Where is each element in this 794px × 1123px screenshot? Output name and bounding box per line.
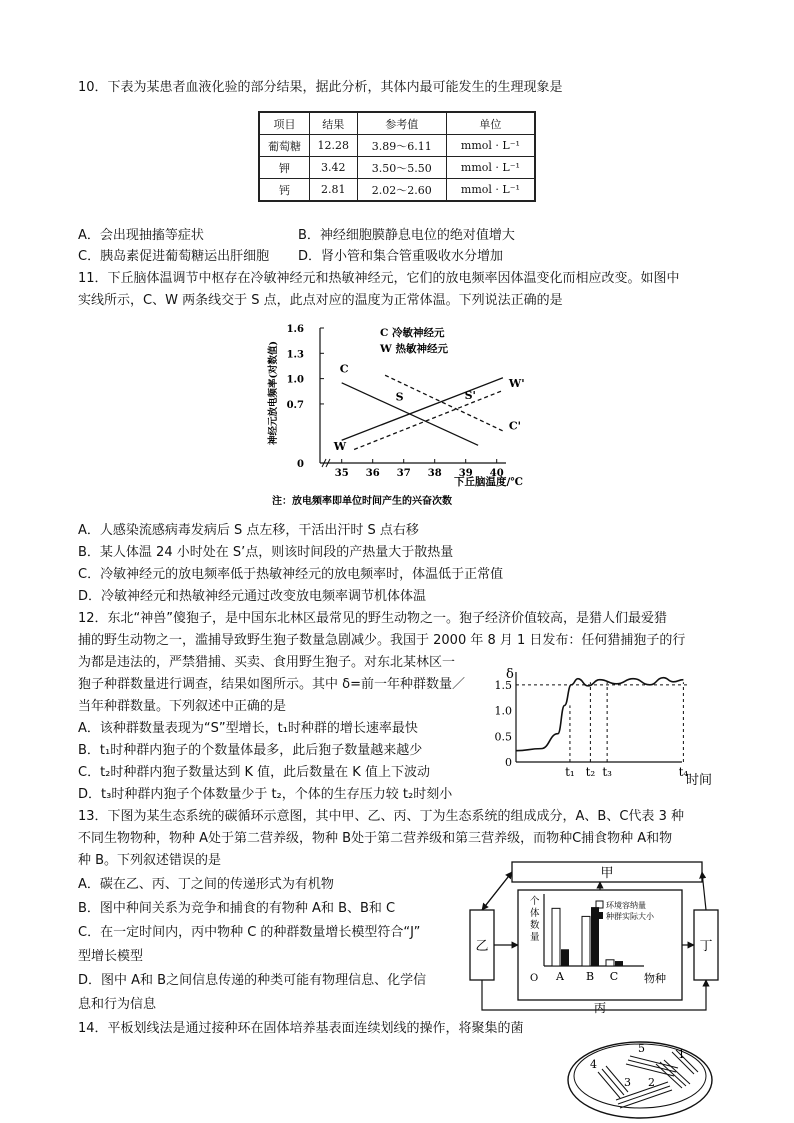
legend-size: 种群实际大小 (606, 912, 654, 921)
bar-origin-label: O (530, 973, 539, 984)
q12-option-d: D．t₃时种群内狍子个体数量少于 t₂，个体的生存压力较 t₂时刻小 (78, 787, 453, 802)
table-header: 项目 (259, 112, 310, 135)
q10-option-a: A．会出现抽搐等症状 (78, 228, 204, 243)
legend-warm-neuron: W 热敏神经元 (380, 343, 448, 355)
dish-label-4: 4 (590, 1058, 597, 1071)
bar-category-label: B (585, 970, 595, 983)
q11-y-tick-label: 1.6 (286, 324, 304, 335)
arrow-jia-to-yi (482, 872, 512, 910)
table-cell: mmol · L⁻¹ (446, 179, 535, 202)
q11-option-b: B．某人体温 24 小时处在 S’点，则该时间段的产热量大于散热量 (78, 545, 454, 560)
q11-y-tick-label: 0 (297, 459, 304, 470)
q12-y-axis-label: δ (506, 667, 514, 682)
q11-series-w (342, 378, 503, 440)
table-row (259, 179, 535, 202)
q12-y-tick-label: 1.0 (494, 704, 512, 718)
bar-y-axis-label-1: 个 (530, 896, 540, 907)
table-cell: 钾 (259, 157, 310, 179)
bar-size-b (591, 907, 599, 966)
table-header-row (259, 112, 535, 135)
q11-chart-note: 注：放电频率即单位时间产生的兴奋次数 (272, 496, 452, 507)
q11-label-s: S (395, 390, 404, 404)
bar-size-c (615, 961, 623, 966)
bar-capacity-b (582, 916, 590, 966)
q11-label-c: C (339, 362, 349, 376)
q11-y-tick-label: 1.3 (286, 349, 304, 361)
q11-label-c-prime: C' (508, 419, 522, 433)
q10-option-d: D．肾小管和集合管重吸收水分增加 (298, 249, 504, 264)
bar-capacity-a (552, 908, 560, 966)
q11-x-tick-label: 36 (365, 468, 380, 479)
q13-option-d-line-1: D．图中 A和 B之间信息传递的种类可能有物理信息、化学信 (78, 973, 427, 988)
q11-x-tick-label: 38 (427, 468, 442, 479)
q12-y-tick-label: 0 (505, 756, 512, 769)
q11-x-tick-label: 35 (334, 468, 349, 479)
table-cell: 3.42 (310, 157, 358, 179)
q11-option-d: D．冷敏神经元和热敏神经元通过改变放电频率调节机体体温 (78, 589, 427, 604)
q12-delta-curve (516, 678, 683, 751)
q11-label-s-prime: S' (464, 388, 476, 402)
legend-capacity: 环境容纳量 (606, 901, 646, 910)
table-row (259, 135, 535, 157)
q11-y-tick-label: 0.7 (286, 399, 304, 411)
q13-option-c-line-1: C．在一定时间内，丙中物种 C 的种群数量增长模型符合“J” (78, 925, 421, 940)
q13-option-a: A．碳在乙、丙、丁之间的传递形式为有机物 (78, 877, 334, 892)
table-header: 结果 (310, 112, 358, 135)
label-yi: 乙 (475, 939, 489, 954)
q12-x-tick-label: t₁ (565, 765, 575, 779)
q11-stem-line-2: 实线所示，C、W 两条线交于 S 点，此点对应的温度为正常体温。下列说法正确的是 (78, 293, 563, 308)
q13-option-c-line-2: 型增长模型 (78, 949, 144, 964)
q12-line-5: 当年种群数量。下列叙述中正确的是 (78, 699, 287, 714)
q12-option-c: C．t₂时种群内狍子数量达到 K 值，此后数量在 K 值上下波动 (78, 765, 430, 780)
neuron-firing-chart (262, 318, 552, 514)
q11-option-a: A．人感染流感病毒发病后 S 点左移，干活出汗时 S 点右移 (78, 523, 419, 538)
q13-option-d-line-2: 息和行为信息 (78, 997, 157, 1012)
q12-x-axis-label: 时间 (686, 773, 713, 788)
table-row (259, 157, 535, 179)
table-cell: 2.81 (310, 179, 358, 202)
q11-x-tick-label: 37 (396, 468, 411, 479)
bar-y-axis-label-3: 数 (530, 920, 540, 931)
blood-test-table (258, 111, 536, 202)
q12-option-a: A．该种群数量表现为“S”型增长，t₁时种群的增长速率最快 (78, 721, 418, 736)
q13-line-2: 不同生物物种，物种 A处于第二营养级，物种 B处于第二营养级和第三营养级，而物种C捕食物种 A和物 (78, 831, 673, 846)
q11-x-tick-label: 40 (489, 468, 504, 479)
table-cell: 12.28 (310, 135, 358, 157)
q12-line-3: 为都是违法的，严禁猎捕、买卖、食用野生狍子。对东北某林区一 (78, 655, 456, 670)
dish-label-2: 2 (648, 1076, 655, 1089)
q11-option-c: C．冷敏神经元的放电频率低于热敏神经元的放电频率时，体温低于正常值 (78, 567, 504, 582)
q12-line-2: 捕的野生动物之一，滥捕导致野生狍子数量急剧减少。我国于 2000 年 8 月 1 日发布：任何猎捕狍子的行 (78, 633, 686, 648)
legend-swatch-capacity (596, 901, 603, 908)
q10-option-b: B．神经细胞膜静息电位的绝对值增大 (298, 228, 515, 243)
table-cell: 3.89～6.11 (357, 135, 446, 157)
delta-chart (490, 662, 720, 792)
table-header: 单位 (446, 112, 535, 135)
table-cell: 2.02～2.60 (357, 179, 446, 202)
q11-y-tick-label: 1.0 (286, 374, 304, 386)
q14-stem: 14．平板划线法是通过接种环在固体培养基表面连续划线的操作，将聚集的菌 (78, 1021, 524, 1036)
dish-label-5: 5 (638, 1042, 645, 1055)
carbon-cycle-diagram (466, 858, 742, 1018)
q12-axes (495, 672, 689, 779)
dish-label-3: 3 (624, 1076, 631, 1089)
q12-x-tick-label: t₄ (678, 765, 689, 779)
label-ding: 丁 (699, 939, 713, 954)
petri-dish-figure (560, 1024, 720, 1123)
q12-y-tick-label: 1.5 (494, 678, 512, 692)
bar-category-label: A (556, 970, 564, 983)
label-jia: 甲 (600, 866, 614, 881)
q11-label-w: W (333, 440, 347, 454)
q12-line-1: 12．东北“神兽”傻狍子，是中国东北林区最常见的野生动物之一。狍子经济价值较高，是猎人们最爱猎 (78, 611, 668, 626)
q11-y-axis-label: 神经元放电频率(对数值) (268, 341, 279, 445)
table-cell: 葡萄糖 (259, 135, 310, 157)
bar-y-axis-label-2: 体 (530, 908, 540, 919)
q11-x-axis-label: 下丘脑温度/℃ (454, 476, 523, 488)
q12-x-tick-label: t₃ (602, 765, 612, 779)
q13-line-1: 13．下图为某生态系统的碳循环示意图，其中甲、乙、丙、丁为生态系统的组成成分，A、B、C代表 3 种 (78, 809, 684, 824)
bar-capacity-c (606, 960, 614, 966)
bar-x-axis-label: 物种 (644, 972, 666, 985)
q12-option-b: B．t₁时种群内狍子的个数量体最多，此后狍子数量越来越少 (78, 743, 423, 758)
dish-label-1: 1 (678, 1048, 685, 1061)
table-header: 参考值 (357, 112, 446, 135)
arrow-ding-to-jia (702, 872, 706, 910)
q13-line-3: 种 B。下列叙述错误的是 (78, 853, 222, 868)
table-cell: 钙 (259, 179, 310, 202)
table-cell: mmol · L⁻¹ (446, 157, 535, 179)
legend-cold-neuron: C 冷敏神经元 (380, 327, 445, 339)
q11-label-w-prime: W' (508, 377, 525, 391)
bar-size-a (561, 949, 569, 966)
q13-option-b: B．图中种间关系为竞争和捕食的有物种 A和 B、B和 C (78, 901, 396, 916)
q11-lines (333, 363, 525, 454)
q10-option-c: C．胰岛素促进葡萄糖运出肝细胞 (78, 249, 270, 264)
table-cell: 3.50～5.50 (357, 157, 446, 179)
label-bing: 丙 (593, 1001, 607, 1015)
q12-lines (516, 678, 683, 751)
q12-x-tick-label: t₂ (585, 765, 596, 779)
bar-y-axis-label-4: 量 (530, 932, 540, 943)
q10-stem: 10．下表为某患者血液化验的部分结果，据此分析，其体内最可能发生的生理现象是 (78, 80, 563, 95)
q11-stem-line-1: 11．下丘脑体温调节中枢存在冷敏神经元和热敏神经元，它们的放电频率因体温变化而相应改变。如图中 (78, 271, 680, 286)
bar-category-label: C (609, 970, 619, 983)
table-cell: mmol · L⁻¹ (446, 135, 535, 157)
q12-y-tick-label: 0.5 (494, 730, 512, 744)
q12-line-4: 狍子种群数量进行调查，结果如图所示。其中 δ=前一年种群数量／ (78, 677, 465, 692)
q11-x-tick-label: 39 (458, 468, 473, 479)
